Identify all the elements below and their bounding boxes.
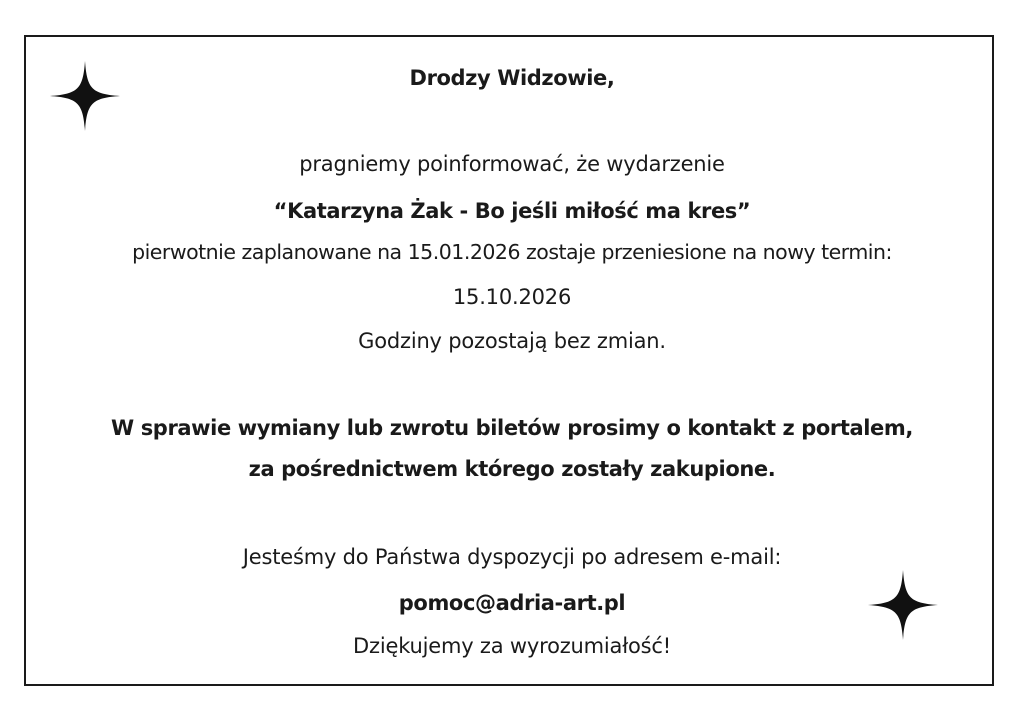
- hours-note: Godziny pozostają bez zmian.: [358, 329, 666, 353]
- greeting-heading: Drodzy Widzowie,: [409, 66, 615, 90]
- original-date-text: pierwotnie zaplanowane na 15.01.2026 zostaje przeniesione na nowy termin:: [132, 240, 892, 264]
- intro-text: pragniemy poinformować, że wydarzenie: [299, 152, 725, 176]
- ticket-exchange-text: W sprawie wymiany lub zwrotu biletów prosimy o kontakt z portalem,: [111, 416, 913, 440]
- contact-intro: Jesteśmy do Państwa dyspozycji po adresem e-mail:: [242, 545, 782, 569]
- new-date: 15.10.2026: [452, 285, 572, 309]
- support-email: pomoc@adria-art.pl: [398, 591, 626, 615]
- ticket-exchange-text-continued: za pośrednictwem którego zostały zakupione.: [248, 457, 776, 481]
- thanks-text: Dziękujemy za wyrozumiałość!: [353, 634, 671, 658]
- event-title: “Katarzyna Żak - Bo jeśli miłość ma kres”: [273, 199, 751, 223]
